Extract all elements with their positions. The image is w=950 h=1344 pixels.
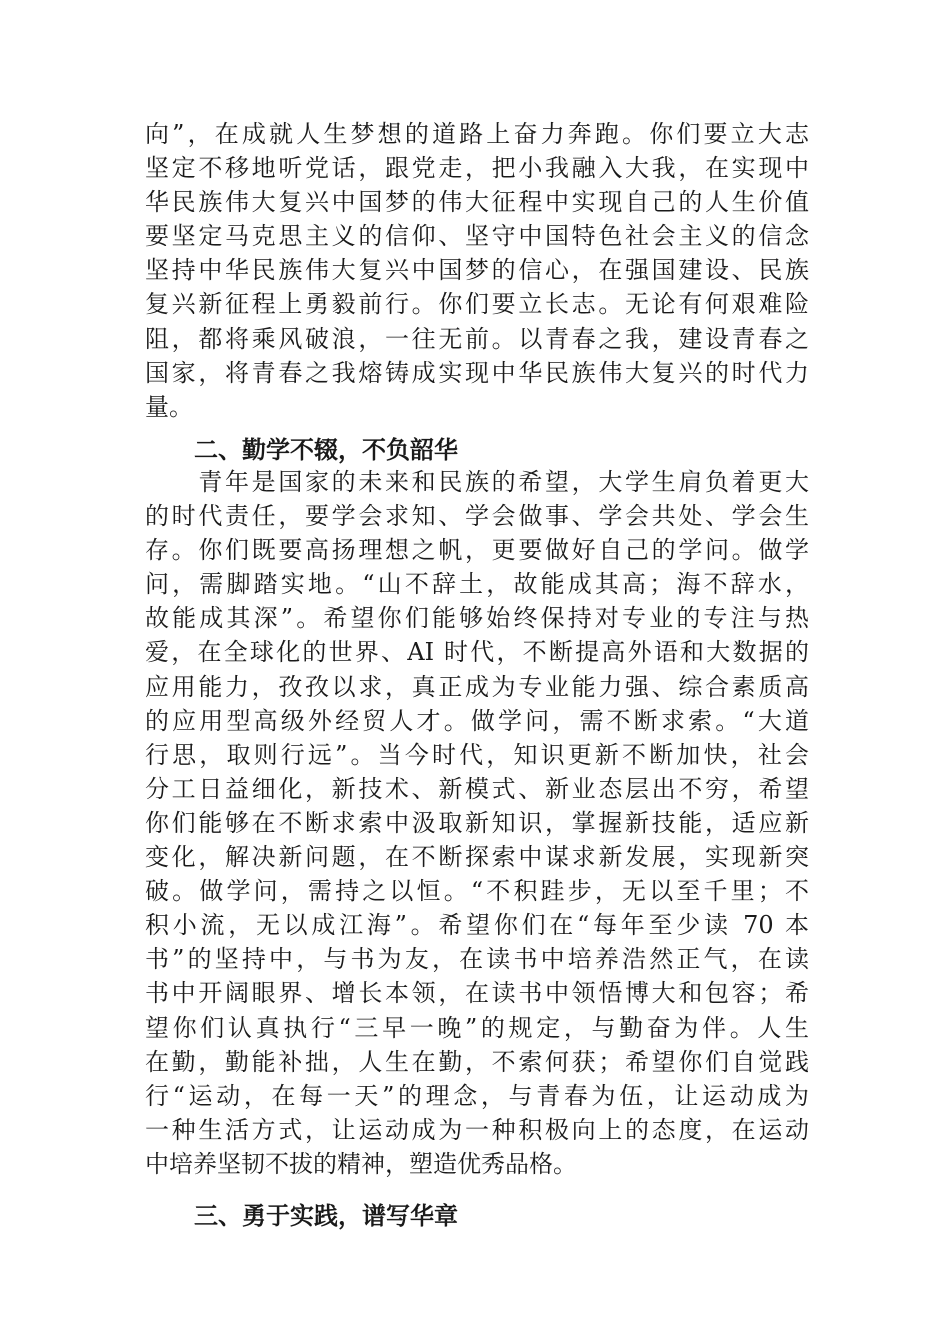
text-line: 阻，都将乘风破浪，一往无前。以青春之我，建设青春之 — [145, 324, 809, 353]
text-line: 要坚定马克思主义的信仰、坚守中国特色社会主义的信念 — [145, 222, 809, 251]
text-line: 书中开阔眼界、增长本领，在读书中领悟博大和包容；希 — [145, 979, 809, 1008]
text-line: 坚定不移地听党话，跟党走，把小我融入大我，在实现中 — [145, 154, 809, 183]
text-line: 破。做学问，需持之以恒。“不积跬步，无以至千里；不 — [145, 877, 809, 906]
text-line: 望你们认真执行“三早一晚”的规定，与勤奋为伴。人生 — [145, 1013, 809, 1042]
text-line: 一种生活方式，让运动成为一种积极向上的态度，在运动 — [145, 1115, 809, 1144]
text-line: 中培养坚韧不拔的精神，塑造优秀品格。 — [145, 1149, 577, 1178]
text-line: 国家，将青春之我熔铸成实现中华民族伟大复兴的时代力 — [145, 358, 809, 387]
text-line: 你们能够在不断求索中汲取新知识，掌握新技能，适应新 — [145, 808, 809, 837]
section-heading-3: 三、勇于实践，谱写华章 — [194, 1202, 458, 1230]
text-line: 爱，在全球化的世界、AI 时代，不断提高外语和大数据的 — [145, 638, 809, 667]
text-line: 青年是国家的未来和民族的希望，大学生肩负着更大 — [145, 468, 809, 496]
text-line: 向”，在成就人生梦想的道路上奋力奔跑。你们要立大志 — [145, 120, 809, 148]
text-line: 复兴新征程上勇毅前行。你们要立长志。无论有何艰难险 — [145, 290, 809, 319]
text-line: 存。你们既要高扬理想之帆，更要做好自己的学问。做学 — [145, 536, 809, 565]
paragraph-diligent-study — [145, 465, 809, 1181]
text-line: 量。 — [145, 392, 193, 421]
text-line: 故能成其深”。希望你们能够始终保持对专业的专注与热 — [145, 604, 809, 633]
text-line: 的时代责任，要学会求知、学会做事、学会共处、学会生 — [145, 502, 809, 531]
text-line: 坚持中华民族伟大复兴中国梦的信心，在强国建设、民族 — [145, 256, 809, 285]
text-line: 分工日益细化，新技术、新模式、新业态层出不穷，希望 — [145, 774, 809, 803]
text-line: 问，需脚踏实地。“山不辞土，故能成其高；海不辞水， — [145, 570, 809, 599]
section-heading-2: 二、勤学不辍，不负韶华 — [194, 436, 458, 464]
text-line: 在勤，勤能补拙，人生在勤，不索何获；希望你们自觉践 — [145, 1047, 809, 1076]
text-line: 应用能力，孜孜以求，真正成为专业能力强、综合素质高 — [145, 672, 809, 701]
text-line: 的应用型高级外经贸人才。做学问，需不断求索。“大道 — [145, 706, 809, 735]
text-line: 行“运动，在每一天”的理念，与青春为伍，让运动成为 — [145, 1081, 809, 1110]
text-line: 积小流，无以成江海”。希望你们在“每年至少读 70 本 — [145, 911, 809, 940]
text-line: 行思，取则行远”。当今时代，知识更新不断加快，社会 — [145, 740, 809, 769]
text-line: 变化，解决新问题，在不断探索中谋求新发展，实现新突 — [145, 843, 809, 872]
paragraph-ideals-continued — [145, 117, 809, 424]
text-line: 书”的坚持中，与书为友，在读书中培养浩然正气，在读 — [145, 945, 809, 974]
text-line: 华民族伟大复兴中国梦的伟大征程中实现自己的人生价值 — [145, 188, 809, 217]
